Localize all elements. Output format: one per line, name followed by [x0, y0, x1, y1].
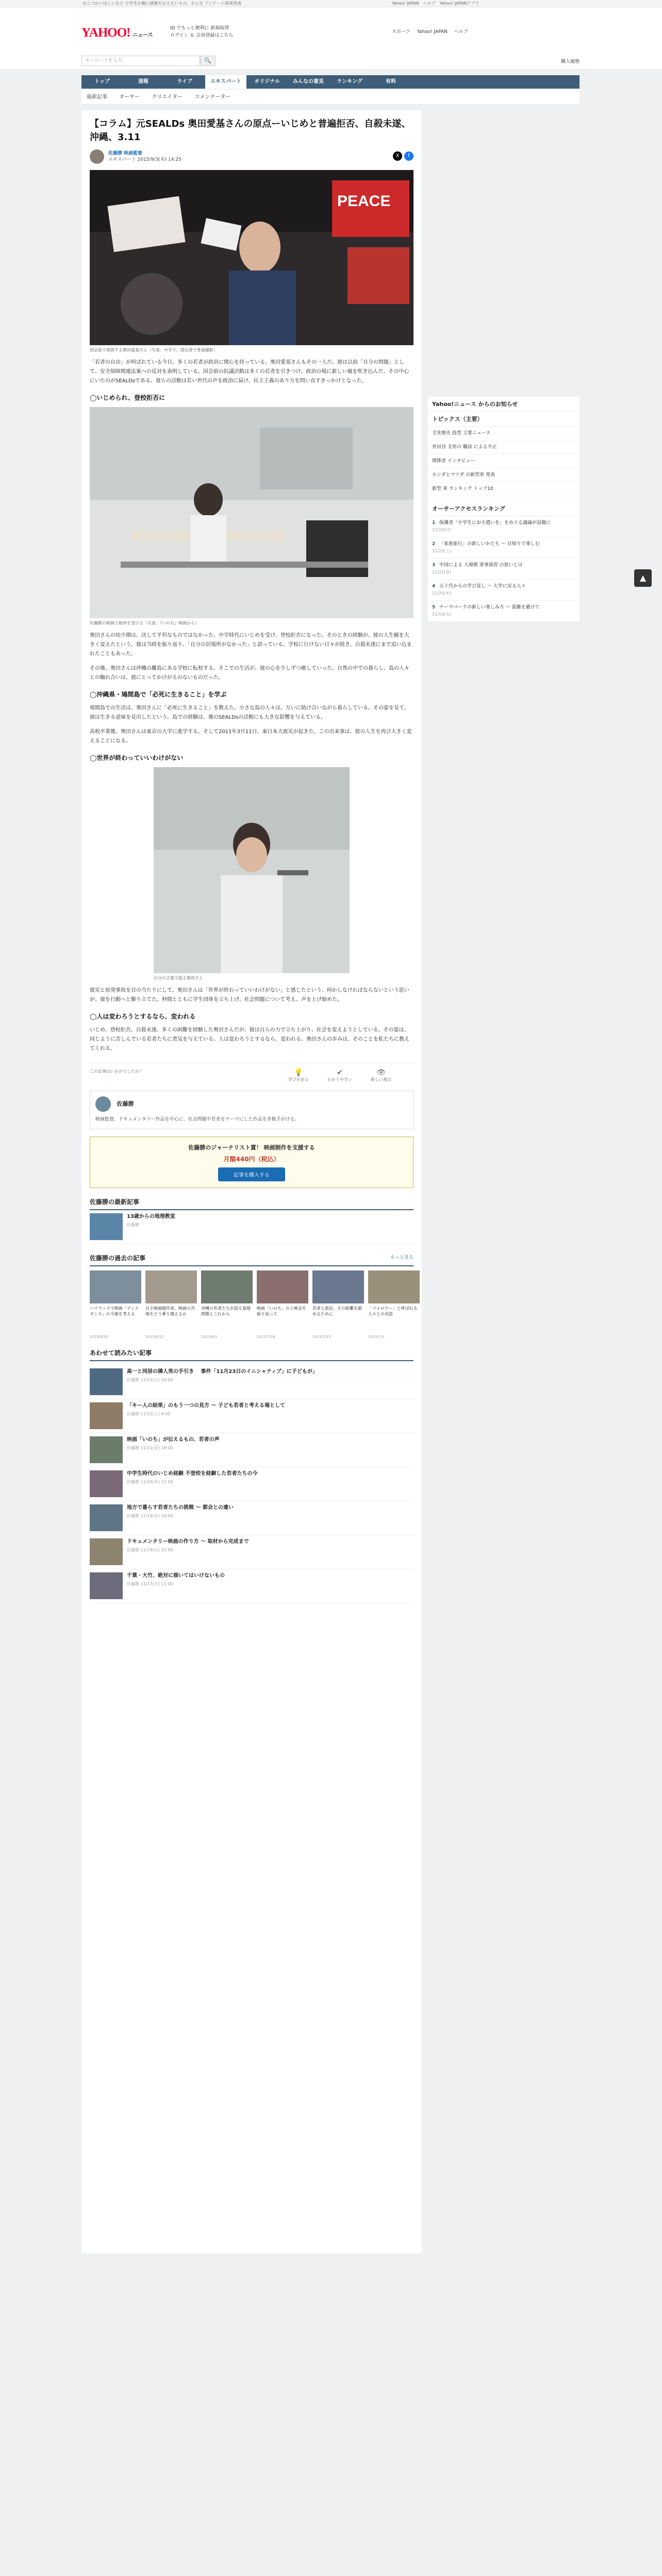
sub-nav [81, 90, 580, 105]
list-item[interactable]: 若者と政治、その距離を縮めるために 2015/7/15 [312, 1270, 364, 1339]
x-share-icon[interactable]: X [393, 151, 402, 161]
paragraph-7: いじめ、登校拒否、自殺未遂。多くの困難を経験した奥田さんだが、彼は自らの力で立ち上がり、社会を変えようとしている。その姿は、同じように苦しんでいる若者たちに勇気を与えている。人は変わろうとするなら、変われる。奥田さんの歩みは、そのことを私たちに教えてくれる。 [90, 1027, 409, 1052]
author-name[interactable]: 佐藤勝 映画監督 [108, 151, 143, 156]
list-item[interactable]: 「フォロワー」と呼ばれる人々との対話 2015/7/3 [368, 1270, 420, 1339]
facebook-share-icon[interactable]: f [404, 151, 413, 161]
purchase-button[interactable]: 記事を購入する [218, 1167, 285, 1181]
subscription-promo [90, 1137, 413, 1188]
promo-price: 月額440円（税込） [223, 1156, 280, 1163]
section-heading-3: ◯世界が終わっていいわけがない [90, 754, 184, 761]
list-item[interactable]: 映画「いのち」の上映会を振り返って 2015/7/24 [257, 1270, 308, 1339]
list-item[interactable]: 中学生時代のいじめ経験 不登校を経験した若者たちの今 佐藤勝 11/20(木) 12:00 [90, 1467, 413, 1501]
list-item[interactable]: 高一と同居の隣人男の手引き 事件「11月23日のイニシャティブ」に子どもが」 佐藤勝 11/23(日) 14:00 [90, 1365, 413, 1399]
share-buttons [391, 151, 413, 161]
sidebar-banner[interactable]: Yahoo!ニュース からのお知らせ [428, 397, 580, 412]
search-row [81, 56, 580, 67]
tab-ranking[interactable]: ランキング [337, 79, 362, 84]
tab-live[interactable]: ライブ [177, 79, 192, 84]
tab-original[interactable]: オリジナル [254, 79, 280, 84]
author-meta: エキスパート 2015/9/3(木) 14:25 [108, 157, 181, 162]
photo-3-caption: 自分の言葉で語る奥田さん [154, 976, 203, 980]
list-item[interactable]: 自主映画制作者、映画の苦境をどう乗り越えるか 2015/8/12 [145, 1270, 197, 1339]
paragraph-3: その後、奥田さんは沖縄の離島にある学校に転校する。そこでの生活が、彼の心を少しずつ癒していった。自然の中での暮らし、島の人々との触れ合いは、彼にとってかけがえのないものだった。 [90, 666, 409, 681]
header-link-help[interactable]: ヘルプ [454, 29, 468, 35]
subnav-author[interactable]: オーサー [119, 94, 140, 100]
article-main [81, 110, 422, 2253]
reaction-clear-button[interactable]: ✔ わかりやすい [327, 1069, 352, 1082]
author-box [90, 1091, 413, 1129]
search-icon[interactable]: 🔍 [200, 56, 216, 66]
more-link[interactable]: もっと見る [390, 1255, 413, 1260]
subnav-creator[interactable]: クリエイター [152, 94, 183, 100]
promo-title: 佐藤勝のジャーナリスト賞！ 映画制作を支援する [188, 1144, 315, 1151]
paragraph-4: 鳩間島での生活は、奥田さんに「必死に生きること」を教えた。小さな島の人々は、互いに助け合いながら暮らしている。その姿を見て、彼は生きる意味を見出したという。島での経験は、後のSEALDsの活動にも大きな影響を与えている。 [90, 705, 409, 720]
header-link-sports[interactable]: スポーツ [392, 29, 410, 35]
tab-paid[interactable]: 有料 [386, 79, 396, 84]
subnav-commentator[interactable]: コメンテーター [194, 94, 231, 100]
section-heading-1: ◯いじめられ、登校拒否に [90, 394, 166, 401]
top-bar-left[interactable]: おこづかいほしいなど 小学生が親に感謝を伝えたいもの、そんな アンケート結果発表 [82, 1, 242, 6]
reaction-new-button[interactable]: 👁 新しい視点 [368, 1069, 394, 1082]
interview-photo [90, 407, 413, 618]
author-box-name[interactable]: 佐藤勝 [117, 1100, 134, 1107]
login-link[interactable]: ログイン ＆ 会員登録はこちら [170, 33, 234, 38]
paragraph-5: 高校卒業後、奥田さんは東京の大学に進学する。そして2011年3月11日、東日本大震災が起きた。この出来事は、彼の人生を再び大きく変えることになる。 [90, 729, 412, 744]
lightbulb-icon: 💡 [294, 1069, 303, 1077]
eye-icon: 👁 [376, 1069, 386, 1077]
list-item[interactable]: 映画「いのち」が伝えるもの、若者の声 佐藤勝 11/21(金) 18:00 [90, 1433, 413, 1467]
search-input[interactable]: キーワードを入力 [81, 56, 200, 66]
paragraph-2: 奥田さんの幼少期は、決して平坦なものではなかった。中学時代にいじめを受け、登校拒否になった。そのときの経験が、彼の人生観を大きく変えたという。彼は当時を振り返り、「自分の居場所がなかった」と語っている。学校に行けない日々が続き、自殺未遂にまで追い込まれたこともあった。 [90, 633, 412, 657]
author-latest-thumb [90, 1213, 123, 1240]
ranking-item[interactable]: 3 中国による 大規模 軍事演習 の狙いとは 11/21(金) [428, 558, 580, 580]
header-link-yahoo[interactable]: Yahoo! JAPAN [417, 29, 448, 35]
past-articles-heading: 佐藤勝の過去の記事 もっと見る [90, 1253, 413, 1266]
article-photo-3 [154, 767, 350, 973]
tab-opinions[interactable]: みんなの意見 [293, 79, 324, 84]
purchase-history-link[interactable]: 購入履歴 [560, 59, 580, 64]
article-title: 【コラム】元SEALDs 奥田愛基さんの原点ーいじめと普遍拒否、自殺未遂、沖縄、3.11 [90, 118, 411, 143]
login-links[interactable] [170, 25, 233, 39]
tab-top[interactable]: トップ [94, 79, 110, 84]
list-item[interactable]: 沖縄の若者たちが語る基地問題とこれから 2015/8/1 [201, 1270, 253, 1339]
list-item[interactable]: 「キー人の結果」のもう一つの見方 ～ 子ども若者と考える場として 佐藤勝 11/22(土) 9:00 [90, 1399, 413, 1433]
past-articles-list [90, 1270, 418, 1339]
article-photo-1 [90, 170, 413, 345]
svg-text:PEACE: PEACE [337, 193, 391, 210]
photo-1-caption: 国会前で演説する奥田愛基さん（写真：中学で、提出者で普通撮影） [90, 348, 218, 352]
avatar[interactable] [90, 149, 104, 164]
paragraph-6: 震災と原発事故を目の当たりにして、奥田さんは「世界が終わっていいわけがない」と感じたという。何かしなければならないという思いが、彼を行動へと駆り立てた。仲間とともに学生団体を立ち上げ、社会問題について考え、声を上げ始めた。 [90, 988, 409, 1003]
ranking-item[interactable]: 2 「家族旅行」の新しいかたち ～ 日帰りで楽しむ 11/22(土) [428, 537, 580, 558]
list-item[interactable]: 千葉・大竹、絶対に描いてはいけないもの 佐藤勝 11/17(月) 11:00 [90, 1569, 413, 1603]
header-right-links [392, 28, 473, 35]
author-latest-heading: 佐藤勝の最新記事 [90, 1197, 413, 1210]
topic-item[interactable]: 新型 車 ランキング トップ10 [428, 482, 580, 496]
check-icon: ✔ [337, 1069, 343, 1077]
author-avatar[interactable] [95, 1096, 111, 1112]
author-box-desc: 映画監督。ドキュメンタリー作品を中心に、社会問題や若者をテーマにした作品を多数手がける。 [95, 1117, 300, 1122]
paragraph-1: 「若者の自由」が叫ばれている今日、多くの若者が政治に関心を持っている。奥田愛基さんもその一人だ。彼は以前「自分の問題」として、安全保障関連法案への反対を表明している。国会前の抗議活動は多くの若者を引きつけ、政治の場に新しい風を吹き込んだ。その中心にいたのがSEALDsである。彼らの活動は若い世代の声を政治に届け、民主主義のあり方を問い直すきっかけとなった。 [90, 360, 409, 384]
top-bar-right[interactable]: Yahoo! JAPAN ヘルプ Yahoo! JAPANアプリ [392, 1, 479, 6]
ranking-item[interactable]: 5 テーマパークの新しい楽しみ方 ～ 混雑を避けて 11/19(水) [428, 601, 580, 622]
topic-item[interactable]: ホンダとマツダ の新型車 発表 [428, 468, 580, 482]
yahoo-news-logo[interactable]: YAHOO! ニュース [81, 26, 153, 40]
section-heading-2: ◯沖縄県・鳩間島で「必死に生きること」を学ぶ [90, 691, 227, 698]
reaction-bar [90, 1063, 413, 1083]
article-photo-2 [90, 407, 413, 618]
arrow-up-icon: ▲ [639, 573, 647, 583]
byline [90, 149, 413, 165]
list-item[interactable]: ハリウッドで映画「ディスタンス」の今後を考える 2015/8/20 [90, 1270, 141, 1339]
reaction-learn-button[interactable]: 💡 学びがある [286, 1069, 311, 1082]
protest-photo [90, 170, 413, 345]
topic-item[interactable]: 全米歴史 投票 主要ニュース [428, 427, 580, 440]
author-latest-item[interactable]: 13歳からの地理教室 佐藤勝 [90, 1210, 413, 1244]
signup-link[interactable]: ID でもっと便利に 新規取得 [170, 26, 229, 31]
list-item[interactable]: ドキュメンタリー映画の作り方 ～ 取材から完成まで 佐藤勝 11/18(火) 15:00 [90, 1535, 413, 1569]
ranking-item[interactable]: 1 保護者「小学生にお小遣いを」をめぐる議論が話題に 11/23(日) [428, 516, 580, 537]
photo-2-caption: 佐藤勝の映画で取材を受ける（写真：『いのち』映画から） [90, 621, 199, 625]
related-heading: あわせて読みたい記事 [90, 1348, 413, 1361]
ranking-item[interactable]: 4 五十代からの学び直し ～ 大学に戻る人々 11/20(木) [428, 580, 580, 601]
topic-item[interactable]: 世田谷 支所の 職員 による不正 [428, 440, 580, 454]
main-nav [81, 75, 580, 89]
section-heading-4: ◯人は変わろうとするなら、変われる [90, 1013, 196, 1020]
list-item[interactable]: 地方で暮らす若者たちの挑戦 ～ 都会との違い 佐藤勝 11/19(水) 10:00 [90, 1501, 413, 1535]
reaction-label: この記事はいかがでしたか？ [90, 1069, 143, 1074]
page-top-button[interactable] [634, 569, 652, 587]
portrait-photo [154, 767, 350, 973]
tab-breaking[interactable]: 速報 [138, 79, 148, 84]
sidebar [428, 397, 580, 622]
topics-heading: トピックス（主要） [428, 412, 580, 427]
top-bar [0, 0, 662, 7]
tab-expert[interactable]: エキスパート [205, 75, 246, 89]
topic-item[interactable]: 関係者 インタビュー [428, 454, 580, 468]
subnav-latest[interactable]: 最新記事 [87, 94, 107, 100]
author-ranking-heading: オーサーアクセスランキング [428, 501, 580, 516]
related-list [90, 1365, 413, 1603]
byline-text [108, 150, 181, 163]
